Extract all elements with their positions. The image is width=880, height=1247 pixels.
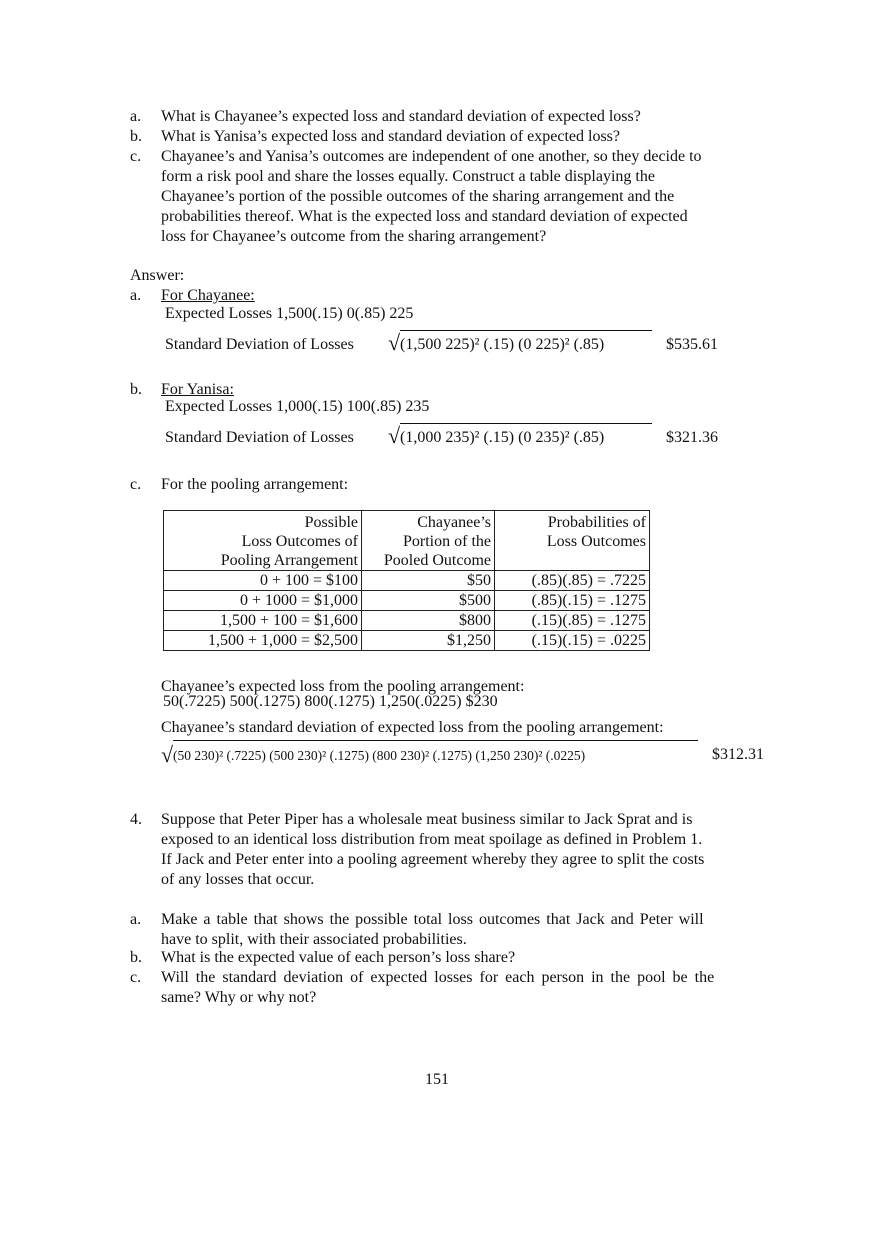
q4b-line-1: What is the expected value of each person’s loss share?: [161, 949, 516, 966]
q4-line-4: of any losses that occur.: [161, 871, 315, 888]
header-cell-portion: [362, 511, 495, 571]
header-line: Possible: [304, 514, 358, 531]
answer-b-sd-expr: (1,000 235)² (.15) (0 235)² (.85): [400, 429, 605, 446]
table-cell: (.85)(.85) = .7225: [495, 571, 650, 591]
q3c-line-4: probabilities thereof. What is the expected loss and standard deviation of expected: [161, 208, 688, 225]
sqrt-symbol: √: [161, 742, 174, 767]
answer-b-label: b.: [130, 381, 142, 398]
q4a-line-1: Make a table that shows the possible total loss outcomes that Jack and Peter will: [161, 911, 704, 928]
header-line: Pooling Arrangement: [220, 552, 358, 569]
q4-label: 4.: [130, 811, 142, 828]
sqrt-bar: [400, 330, 652, 331]
q3c-label: c.: [130, 148, 142, 165]
answer-b-expected: Expected Losses 1,000(.15) 100(.85) 235: [165, 398, 430, 415]
table-cell: 1,500 + 1,000 = $2,500: [164, 631, 362, 651]
table-row: [164, 631, 650, 651]
q4-line-1: Suppose that Peter Piper has a wholesale meat business similar to Jack Sprat and is: [161, 811, 693, 828]
table-cell: $500: [362, 591, 495, 611]
answer-b-sd-label: Standard Deviation of Losses: [165, 429, 354, 446]
sqrt-bar: [173, 740, 698, 741]
answer-a-sd-label: Standard Deviation of Losses: [165, 336, 354, 353]
q3c-line-2: form a risk pool and share the losses equally. Construct a table displaying the: [161, 168, 655, 185]
table-row: [164, 591, 650, 611]
table-row: [164, 571, 650, 591]
table-cell: 1,500 + 100 = $1,600: [164, 611, 362, 631]
header-line: Loss Outcomes: [546, 533, 646, 550]
answer-c-label: c.: [130, 476, 142, 493]
answer-a-sd-result: $535.61: [666, 336, 718, 353]
q4-line-2: exposed to an identical loss distribution from meat spoilage as defined in Problem 1.: [161, 831, 703, 848]
table-cell: (.85)(.15) = .1275: [495, 591, 650, 611]
q3a-label: a.: [130, 108, 142, 125]
q3b-label: b.: [130, 128, 142, 145]
answer-b-sd-result: $321.36: [666, 429, 718, 446]
header-cell-outcomes: [164, 511, 362, 571]
answer-heading: Answer:: [130, 267, 185, 284]
q4b-label: b.: [130, 949, 142, 966]
pooling-table: [163, 510, 650, 651]
header-cell-probabilities: [495, 511, 650, 571]
sqrt-symbol: √: [388, 330, 401, 355]
header-line: Loss Outcomes of: [241, 533, 358, 550]
table-row: [164, 611, 650, 631]
sqrt-bar: [400, 423, 652, 424]
pool-sd-result: $312.31: [712, 746, 764, 763]
answer-c-heading: For the pooling arrangement:: [161, 476, 349, 493]
q3a-text: What is Chayanee’s expected loss and standard deviation of expected loss?: [161, 108, 641, 125]
table-header-row: [164, 511, 650, 571]
q3c-line-3: Chayanee’s portion of the possible outcomes of the sharing arrangement and the: [161, 188, 675, 205]
q4a-line-2: have to split, with their associated probabilities.: [161, 931, 467, 948]
q4c-line-1: Will the standard deviation of expected losses for each person in the pool be the: [161, 969, 715, 986]
table-cell: 0 + 1000 = $1,000: [164, 591, 362, 611]
answer-a-label: a.: [130, 287, 142, 304]
q4a-label: a.: [130, 911, 142, 928]
table-cell: 0 + 100 = $100: [164, 571, 362, 591]
pool-sd-label: Chayanee’s standard deviation of expected loss from the pooling arrangement:: [161, 719, 664, 736]
table-cell: $800: [362, 611, 495, 631]
table-cell: (.15)(.85) = .1275: [495, 611, 650, 631]
header-line: Chayanee’s: [417, 514, 491, 531]
pool-expected-expr: 50(.7225) 500(.1275) 800(.1275) 1,250(.0225) $230: [163, 693, 498, 710]
table-cell: $50: [362, 571, 495, 591]
q4c-line-2: same? Why or why not?: [161, 989, 317, 1006]
q3b-text: What is Yanisa’s expected loss and standard deviation of expected loss?: [161, 128, 620, 145]
header-line: Pooled Outcome: [383, 552, 491, 569]
q3c-line-1: Chayanee’s and Yanisa’s outcomes are independent of one another, so they decide to: [161, 148, 702, 165]
q4c-label: c.: [130, 969, 142, 986]
q3c-line-5: loss for Chayanee’s outcome from the sharing arrangement?: [161, 228, 547, 245]
page-number: 151: [425, 1071, 449, 1088]
answer-a-sd-expr: (1,500 225)² (.15) (0 225)² (.85): [400, 336, 605, 353]
header-line: Portion of the: [403, 533, 491, 550]
answer-a-heading: For Chayanee:: [161, 287, 255, 304]
answer-a-expected: Expected Losses 1,500(.15) 0(.85) 225: [165, 305, 414, 322]
pool-expected-label: Chayanee’s expected loss from the pooling arrangement:: [161, 678, 525, 695]
table-cell: (.15)(.15) = .0225: [495, 631, 650, 651]
sqrt-symbol: √: [388, 423, 401, 448]
header-line: Probabilities of: [547, 514, 646, 531]
pool-sd-expr: (50 230)² (.7225) (500 230)² (.1275) (800 230)² (.1275) (1,250 230)² (.0225): [173, 748, 586, 763]
answer-b-heading: For Yanisa:: [161, 381, 234, 398]
q4-line-3: If Jack and Peter enter into a pooling agreement whereby they agree to split the costs: [161, 851, 705, 868]
table-cell: $1,250: [362, 631, 495, 651]
